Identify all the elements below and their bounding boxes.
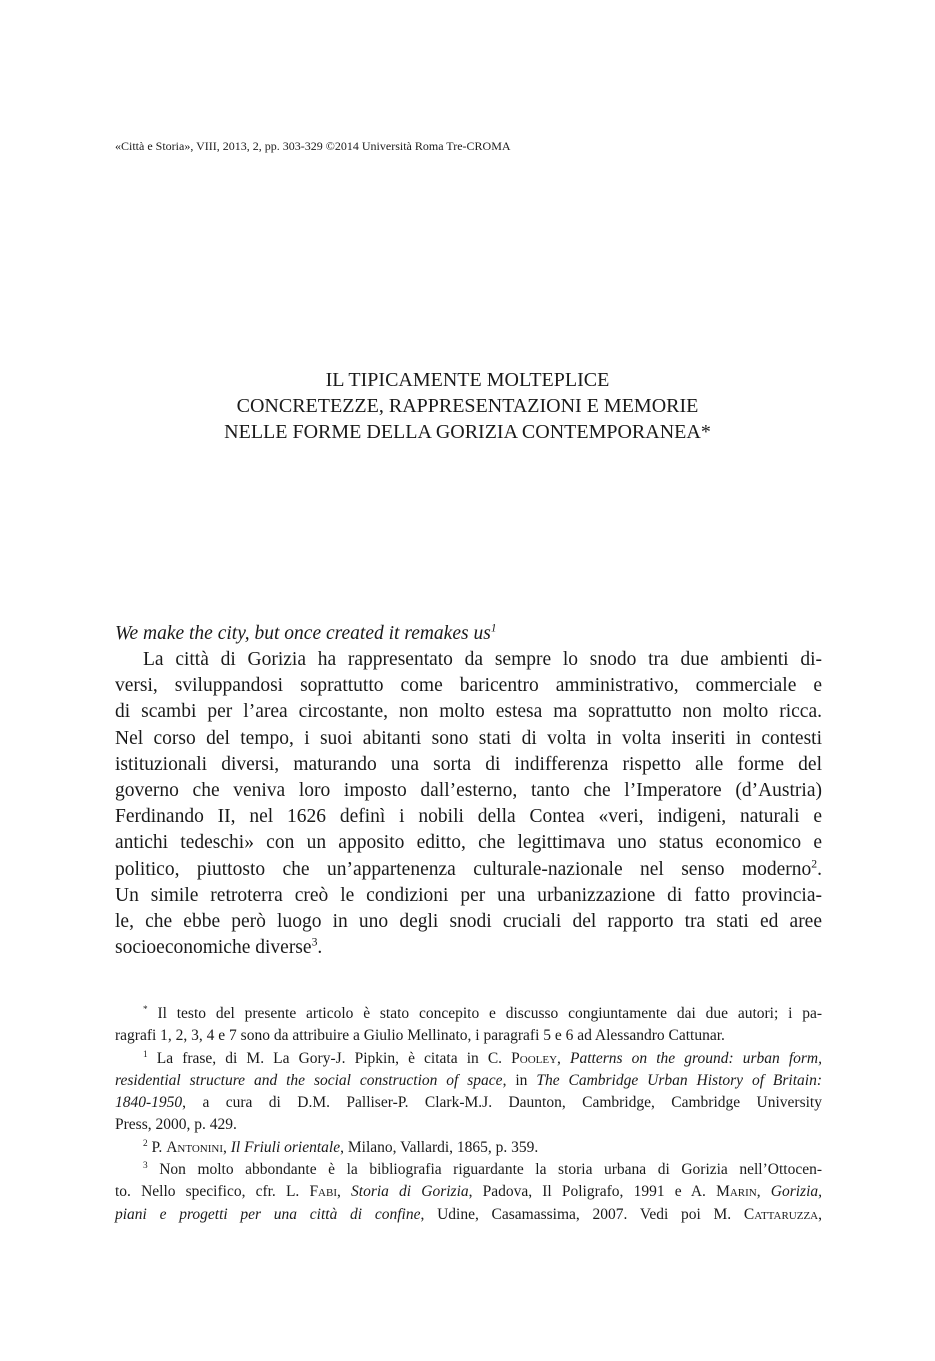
cited-title: The Cambridge Urban History of Britain: <box>536 1071 823 1089</box>
body-line: istituzionali diversi, maturando una sorta di indifferenza rispetto alle forme del <box>115 753 822 775</box>
title-line: NELLE FORME DELLA GORIZIA CONTEMPORANEA* <box>224 421 711 443</box>
author-name: Pooley <box>511 1049 558 1067</box>
author-name: Antonini <box>166 1138 224 1156</box>
footnote-mark: * <box>143 1004 148 1015</box>
author-name: Cattaruzza <box>743 1205 819 1223</box>
title-line: CONCRETEZZE, RAPPRESENTAZIONI E MEMORIE <box>236 395 699 417</box>
footnote-line: residential structure and the social construction of space, in The Cambridge Urban History of Britain: <box>115 1071 823 1089</box>
title-line: IL TIPICAMENTE MOLTEPLICE <box>325 369 610 391</box>
article-title <box>115 367 820 445</box>
footnotes <box>115 1003 822 1226</box>
cited-title: 1840-1950 <box>115 1094 183 1112</box>
footnote-line: $^3$ Non molto abbondante è la bibliografia riguardante la storia urbana di Gorizia nell’Ottocen- <box>143 1161 822 1179</box>
cited-title: Gorizia, <box>770 1183 823 1201</box>
body-line: La città di Gorizia ha rappresentato da sempre lo snodo tra due ambienti di- <box>143 649 822 670</box>
epigraph <box>115 621 497 647</box>
footnote-line: piani e progetti per una città di confine, Udine, Casamassima, 2007. Vedi poi M. Cattaruzza, <box>115 1205 822 1223</box>
footnote-mark: 1 <box>143 1049 148 1060</box>
author-name: Fabi <box>309 1183 338 1201</box>
footnote-ref[interactable]: 1 <box>490 621 497 635</box>
footnote-line: $^1$ La frase, di M. La Gory-J. Pipkin, è citata in C. Pooley, Patterns on the ground: urban form, <box>143 1049 822 1067</box>
body-line: governo che veniva loro imposto dall’esterno, tanto che l’Imperatore (d’Austria) <box>115 779 822 801</box>
body-line: socioeconomiche diverse$^3$. <box>115 935 323 959</box>
cited-title: Il Friuli orientale <box>230 1138 341 1156</box>
cited-title: Storia di Gorizia <box>351 1183 469 1201</box>
author-name: Marin <box>716 1183 757 1201</box>
footnote-mark: 2 <box>143 1138 148 1149</box>
body-line: Nel corso del tempo, i suoi abitanti sono stati di volta in volta inseriti in contesti <box>115 727 822 749</box>
body-line: Un simile retroterra creò le condizioni per una urbanizzazione di fatto provincia- <box>115 884 822 906</box>
body-paragraph <box>115 647 822 961</box>
body-line: versi, sviluppandosi soprattutto come baricentro amministrativo, commerciale e <box>115 675 822 697</box>
running-head: «Città e Storia», VIII, 2013, 2, pp. 303-329 ©2014 Università Roma Tre-CROMA <box>115 139 511 153</box>
cited-title: Patterns on the ground: urban form, <box>570 1049 822 1067</box>
epigraph-text: We make the city, but once created it remakes us <box>115 623 491 644</box>
footnote-ref[interactable]: 3 <box>311 935 318 949</box>
body-line: antichi tedeschi» con un apposito editto, che legittimava uno status economico e <box>115 832 822 854</box>
cited-title: residential structure and the social construction of space <box>115 1071 503 1089</box>
body-line: le, che ebbe però luogo in uno degli snodi cruciali del rapporto tra stati ed aree <box>115 910 822 932</box>
body-line: di scambi per l’area circostante, non molto estesa ma soprattutto non molto ricca. <box>115 701 822 723</box>
footnote-ref[interactable]: 2 <box>811 856 818 870</box>
footnote-line: to. Nello specifico, cfr. L. Fabi, Storia di Gorizia, Padova, Il Poligrafo, 1991 e A. Marin, Gorizia, <box>115 1183 823 1201</box>
footnote-mark: 3 <box>143 1161 148 1172</box>
cited-title: piani e progetti per una città di confine <box>115 1205 421 1223</box>
footnote-line: * Il testo del presente articolo è stato concepito e discusso congiuntamente dai due autori; i pa- <box>143 1004 822 1022</box>
footnote-line: ragrafi 1, 2, 3, 4 e 7 sono da attribuire a Giulio Mellinato, i paragrafi 5 e 6 ad Alessandro Cattunar. <box>115 1027 725 1045</box>
body-line: politico, piuttosto che un’appartenenza culturale-nazionale nel senso moderno$^2$. <box>115 856 822 880</box>
body-line: Ferdinando II, nel 1626 definì i nobili della Contea «veri, indigeni, naturali e <box>115 806 822 828</box>
footnote-line: 1840-1950, a cura di D.M. Palliser-P. Clark-M.J. Daunton, Cambridge, Cambridge University <box>115 1094 822 1112</box>
footnote-line: $^2$ P. Antonini, Il Friuli orientale, Milano, Vallardi, 1865, p. 359. <box>143 1138 539 1156</box>
footnote-line: Press, 2000, p. 429. <box>115 1116 237 1134</box>
